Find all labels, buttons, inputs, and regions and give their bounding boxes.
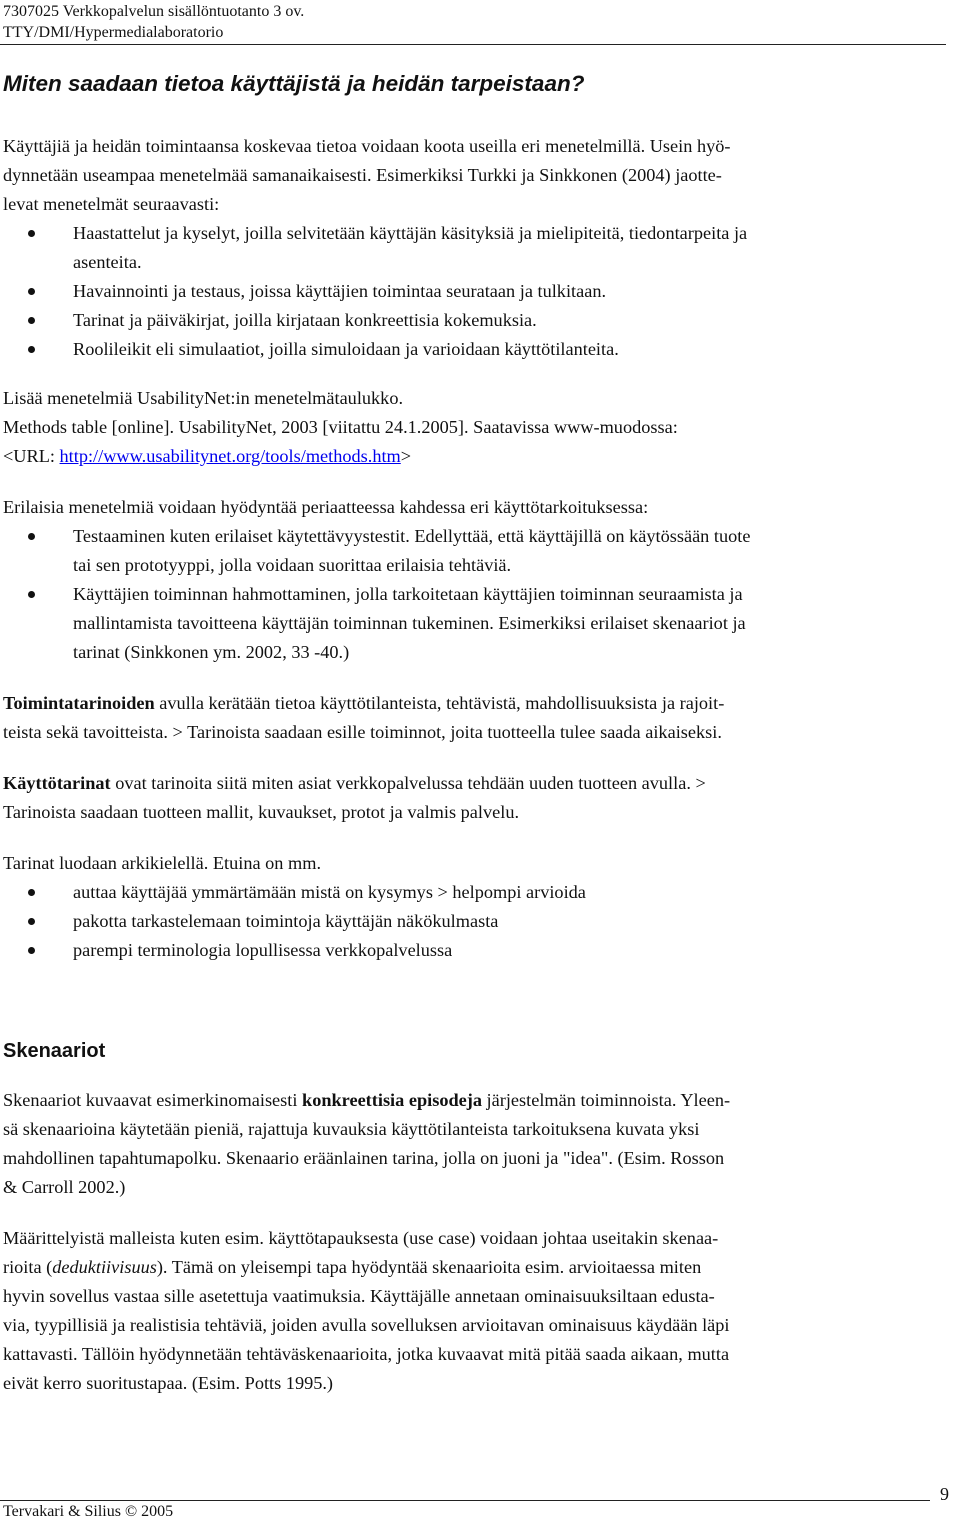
- kayttotarinat-paragraph: Käyttötarinat ovat tarinoita siitä miten asiat verkkopalvelussa tehdään uuden tuotteen avulla. > Tarinoista saadaan tuotteen mallit, kuvaukset, protot ja valmis palvelu.: [3, 773, 706, 822]
- list-item: Havainnointi ja testaus, joissa käyttäjien toimintaa seurataan ja tulkitaan.: [3, 277, 955, 306]
- purposes-intro: Erilaisia menetelmiä voidaan hyödyntää periaatteessa kahdessa eri käyttötarkoituksessa:: [3, 497, 649, 517]
- page-title: Miten saadaan tietoa käyttäjistä ja heidän tarpeistaan?: [3, 71, 585, 96]
- list-item: Testaaminen kuten erilaiset käytettävyystestit. Edellyttää, että käyttäjillä on käytössään tuote tai sen prototyyppi, jolla voidaan suorittaa erilaisia tehtäviä.: [3, 522, 955, 580]
- purposes-list: [3, 522, 955, 667]
- toimintatarinat-paragraph: Toimintatarinoiden avulla kerätään tietoa käyttötilanteista, tehtävistä, mahdollisuuksista ja rajoit- teista sekä tavoitteista. > Tarinoista saadaan esille toiminnot, joita tuotteella tulee saada aikaiseksi.: [3, 693, 725, 742]
- page-header: [3, 1, 304, 43]
- list-item: auttaa käyttäjää ymmärtämään mistä on kysymys > helpompi arvioida: [3, 878, 955, 907]
- skenaariot-heading: Skenaariot: [3, 1040, 106, 1062]
- list-item: Haastattelut ja kyselyt, joilla selvitetään käyttäjän käsityksiä ja mielipiteitä, tiedontarpeita ja asenteita.: [3, 219, 955, 277]
- usabilitynet-link[interactable]: http://www.usabilitynet.org/tools/methods.htm: [59, 446, 401, 466]
- kayttotarinat-term: Käyttötarinat: [3, 773, 111, 793]
- list-item: parempi terminologia lopullisessa verkkopalvelussa: [3, 936, 955, 965]
- list-item: Tarinat ja päiväkirjat, joilla kirjataan konkreettisia kokemuksia.: [3, 306, 955, 335]
- list-item: pakotta tarkastelemaan toimintoja käyttäjän näkökulmasta: [3, 907, 955, 936]
- list-item: Roolileikit eli simulaatiot, joilla simuloidaan ja varioidaan käyttötilanteita.: [3, 335, 955, 364]
- tarinat-benefits-list: [3, 878, 955, 965]
- main-content: [3, 132, 955, 1398]
- course-code: 7307025 Verkkopalvelun sisällöntuotanto 3 ov.: [3, 3, 305, 20]
- page-number: 9: [940, 1484, 949, 1504]
- methods-list: [3, 219, 955, 364]
- list-item: Käyttäjien toiminnan hahmottaminen, jolla tarkoitetaan käyttäjien toiminnan seuraamista ja mallintamista tavoitteena käyttäjän toiminnan tukeminen. Esimerkiksi erilaiset skenaariot ja tarinat (Sinkkonen ym. 2002, 33 -40.): [3, 580, 955, 667]
- footer-credit: Tervakari & Silius © 2005: [3, 1503, 174, 1520]
- footer-divider: [0, 1500, 930, 1501]
- skenaariot-paragraph-2: Määrittelyistä malleista kuten esim. käyttötapauksesta (use case) voidaan johtaa useitakin skenaa- rioita (deduktiivisuus). Tämä on yleisempi tapa hyödyntää skenaarioita esim. arvioitaessa miten hyvin sovellus vastaa sille asetettuja vaatimuksia. Käyttäjälle annetaan ominaisuuksiltaan edusta- via, tyypillisiä ja realistisia tehtäviä, joiden avulla sovelluksen arvioitavan ominaisuus käydään läpi kattavasti. Tällöin hyödynnetään tehtäväskenaarioita, jotka kuvaavat mitä pitää saada aikaan, mutta eivät kerro suoritustapaa. (Esim. Potts 1995.): [3, 1228, 730, 1393]
- department: TTY/DMI/Hypermedialaboratorio: [3, 24, 224, 41]
- header-divider: [0, 44, 946, 45]
- reference-block: Lisää menetelmiä UsabilityNet:in menetelmätaulukko. Methods table [online]. UsabilityNet, 2003 [viitattu 24.1.2005]. Saatavissa www-muodossa: <URL: http://www.usabilitynet.org/tools/methods.htm>: [3, 388, 678, 466]
- intro-paragraph: Käyttäjiä ja heidän toimintaansa koskevaa tietoa voidaan koota useilla eri menetelmillä. Usein hyö- dynnetään useampaa menetelmää samanaikaisesti. Esimerkiksi Turkki ja Sinkkonen (2004) jaotte- levat menetelmät seuraavasti:: [3, 136, 731, 214]
- toimintatarinat-term: Toimintatarinoiden: [3, 693, 155, 713]
- tarinat-intro: Tarinat luodaan arkikielellä. Etuina on mm.: [3, 853, 322, 873]
- skenaariot-paragraph-1: Skenaariot kuvaavat esimerkinomaisesti konkreettisia episodeja järjestelmän toiminnoista. Yleen- sä skenaarioina käytetään pieniä, rajattuja kuvauksia käyttötilanteista tarkoituksena kuvata yksi mahdollinen tapahtumapolku. Skenaario eräänlainen tarina, jolla on juoni ja "idea". (Esim. Rosson & Carroll 2002.): [3, 1090, 731, 1197]
